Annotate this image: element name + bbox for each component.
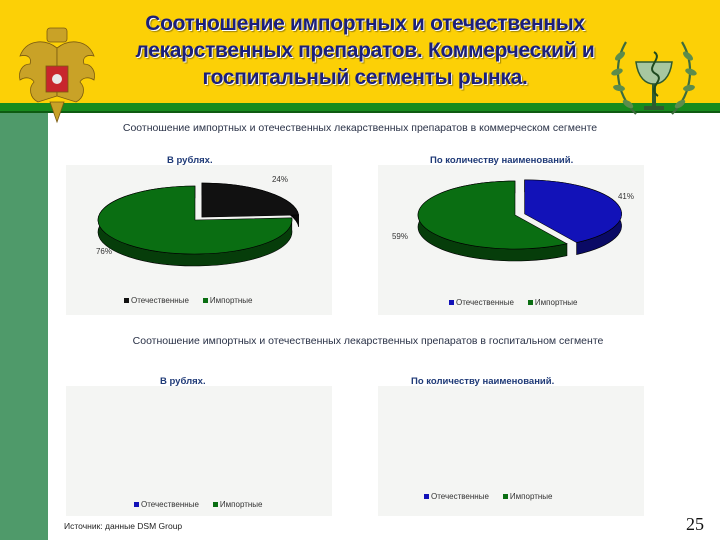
section-title-hospital: Соотношение импортных и отечественных лекарственных препаратов в госпитальном сегменте [132,335,604,347]
chart-panel-bg [66,386,332,516]
chart-legend [134,500,263,509]
legend-item-imported [213,500,263,509]
section-title-commercial: Соотношение импортных и отечественных лекарственных препаратов в коммерческом сегменте [122,122,598,134]
chart-title-commercial-count: По количеству наименований. [430,155,574,166]
legend-label: Импортные [509,492,553,501]
pie-data-label: 24% [271,175,289,184]
legend-item-imported [503,492,553,501]
legend-label: Отечественные [431,492,489,501]
legend-label: Отечественные [131,296,189,305]
pie-data-label: 41% [617,192,635,201]
chart-legend [124,296,253,305]
legend-item-imported [528,298,578,307]
legend-label: Отечественные [456,298,514,307]
legend-label: Импортные [534,298,578,307]
legend-item-domestic [134,500,199,509]
legend-item-domestic [124,296,189,305]
page-number: 25 [686,514,704,534]
legend-label: Импортные [219,500,263,509]
legend-item-imported [203,296,253,305]
legend-label: Отечественные [141,500,199,509]
pie-data-label: 76% [95,247,113,256]
legend-item-domestic [449,298,514,307]
chart-legend [424,492,553,501]
source-note: Источник: данные DSM Group [64,521,183,531]
legend-item-domestic [424,492,489,501]
pie-data-label: 59% [391,232,409,241]
legend-label: Импортные [209,296,253,305]
chart-title-hospital-count: По количеству наименований. [411,376,555,387]
chart-legend [449,298,578,307]
chart-title-hospital-rub: В рублях. [160,376,206,387]
chart-title-commercial-rub: В рублях. [167,155,213,166]
slide-title: Соотношение импортных и отечественных лекарственных препаратов. Коммерческий и госпитальный сегменты рынка. [135,12,595,89]
